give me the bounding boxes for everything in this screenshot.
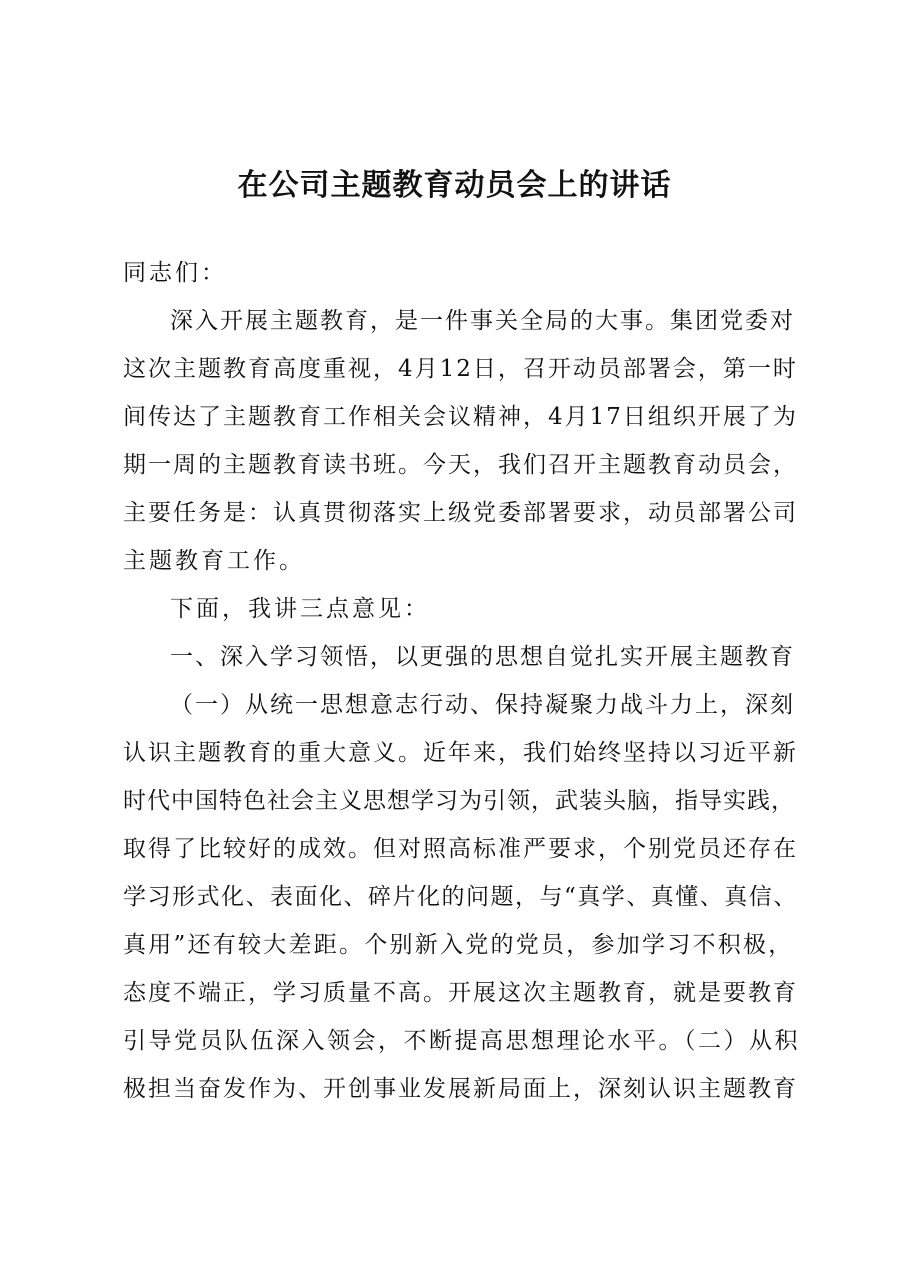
paragraph-line: 深入开展主题教育，是一件事关全局的大事。集团党委对: [170, 308, 795, 334]
paragraph-line: 下面，我讲三点意见：: [170, 596, 430, 622]
paragraph-line: 期一周的主题教育读书班。今天，我们召开主题教育动员会，: [123, 452, 798, 478]
paragraph-line: 真用”还有较大差距。个别新入党的党员，参加学习不积极，: [123, 932, 794, 958]
paragraph-line: 时代中国特色社会主义思想学习为引领，武装头脑，指导实践，: [123, 788, 795, 814]
paragraph-line: 认识主题教育的重大意义。近年来，我们始终坚持以习近平新: [123, 740, 798, 766]
paragraph-line: 极担当奋发作为、开创事业发展新局面上，深刻认识主题教育: [123, 1076, 798, 1102]
paragraph-line: （一）从统一思想意志行动、保持凝聚力战斗力上，深刻: [170, 692, 795, 718]
paragraph-line: 学习形式化、表面化、碎片化的问题，与“真学、真懂、真信、: [123, 884, 798, 910]
salutation: 同志们：: [123, 260, 227, 286]
paragraph-line: 引导党员队伍深入领会，不断提高思想理论水平。（二）从积: [123, 1028, 800, 1054]
paragraph-line: 取得了比较好的成效。但对照高标准严要求，个别党员还存在: [123, 836, 798, 862]
document-title: 在公司主题教育动员会上的讲话: [237, 168, 672, 203]
section-heading: 一、深入学习领悟，以更强的思想自觉扎实开展主题教育: [170, 644, 795, 670]
paragraph-line: 这次主题教育高度重视，4月12日，召开动员部署会，第一时: [123, 356, 798, 382]
paragraph-line: 态度不端正，学习质量不高。开展这次主题教育，就是要教育: [123, 980, 798, 1006]
paragraph-line: 主题教育工作。: [123, 548, 305, 574]
paragraph-line: 主要任务是：认真贯彻落实上级党委部署要求，动员部署公司: [123, 500, 798, 526]
paragraph-line: 间传达了主题教育工作相关会议精神，4月17日组织开展了为: [123, 404, 798, 430]
